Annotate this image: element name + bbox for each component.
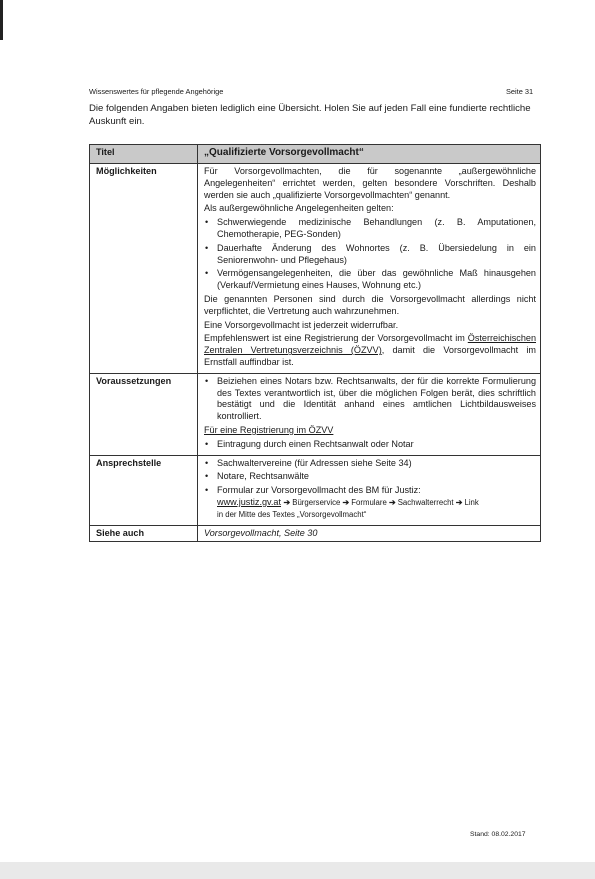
table-row-moeglichkeiten — [90, 164, 541, 374]
page-number: Seite 31 — [506, 87, 534, 96]
scan-bottom-strip — [0, 862, 595, 879]
paragraph: Als außergewöhnliche Angelegenheiten gelten: — [204, 203, 394, 214]
paragraph: Eine Vorsorgevollmacht ist jederzeit widerrufbar. — [204, 319, 399, 330]
bullet-list — [204, 376, 536, 423]
row-label-ansprechstelle: Ansprechstelle — [90, 455, 198, 525]
table-row-voraussetzungen — [90, 373, 541, 455]
row-value-voraussetzungen — [198, 373, 541, 455]
path-end: in der Mitte des Textes „Vorsorgevollmacht“ — [217, 509, 367, 519]
text: , damit die Vorsorgevollmacht im Ernstfall auffindbar ist. — [204, 345, 536, 367]
row-value-ansprechstelle — [198, 455, 541, 525]
row-label-siehe-auch: Siehe auch — [90, 525, 198, 542]
list-item: • Vermögensangelegenheiten, die über das gewöhnliche Maß hinausgehen (Verkauf/Vermietung eines Hauses, Wohnung etc.) — [204, 268, 536, 292]
justiz-link[interactable]: www.justiz.gv.at — [217, 496, 282, 507]
intro-paragraph: Die folgenden Angaben bieten lediglich eine Übersicht. Holen Sie auf jeden Fall eine fundierte rechtliche Auskunft ein. — [89, 103, 531, 127]
scan-edge-mark — [0, 0, 3, 40]
list-item: • Sachwaltervereine (für Adressen siehe Seite 34) — [204, 458, 536, 470]
table-row-siehe-auch — [90, 525, 541, 542]
header-value: „Qualifizierte Vorsorgevollmacht“ — [198, 145, 541, 164]
paragraph — [204, 333, 536, 368]
row-value-moeglichkeiten — [198, 164, 541, 374]
arrow-right-icon: ➔ — [283, 497, 291, 507]
arrow-right-icon: ➔ — [388, 497, 396, 507]
table-header-row — [90, 145, 541, 164]
list-item: • Eintragung durch einen Rechtsanwalt oder Notar — [204, 439, 536, 451]
row-value-siehe-auch: Vorsorgevollmacht, Seite 30 — [198, 525, 541, 542]
bullet-list — [204, 217, 536, 292]
list-item: • Notare, Rechtsanwälte — [204, 471, 536, 483]
info-table — [89, 144, 541, 542]
paragraph: Für Vorsorgevollmachten, die für sogenannte „außergewöhnliche Angelegenheiten“ errichtet werden, gelten besondere Vorschriften. Deshalb werden sie auch „qualifizierte Vorsorgevollmachten“ genannt. — [204, 166, 536, 200]
list-item: • Schwerwiegende medizinische Behandlungen (z. B. Amputationen, Chemotherapie, PEG-Sonden) — [204, 217, 536, 241]
oezvv-link[interactable]: Österreichischen Zentralen Vertretungsverzeichnis (ÖZVV) — [204, 333, 536, 356]
text: Empfehlenswert ist eine Registrierung der Vorsorgevollmacht im — [204, 333, 468, 344]
row-label-moeglichkeiten: Möglichkeiten — [90, 164, 198, 374]
bullet-list — [204, 439, 536, 451]
path-step: Link — [464, 497, 479, 507]
path-step: Formulare — [351, 497, 387, 507]
row-label-voraussetzungen: Voraussetzungen — [90, 373, 198, 455]
arrow-right-icon: ➔ — [342, 497, 350, 507]
subheading: Für eine Registrierung im ÖZVV — [204, 424, 334, 435]
arrow-right-icon: ➔ — [455, 497, 463, 507]
text: Formular zur Vorsorgevollmacht des BM für Justiz: — [217, 485, 421, 496]
running-header-title: Wissenswertes für pflegende Angehörige — [89, 87, 224, 96]
footer-date: Stand: 08.02.2017 — [470, 831, 526, 838]
bullet-list — [204, 458, 536, 521]
table-row-ansprechstelle — [90, 455, 541, 525]
list-item: • Beiziehen eines Notars bzw. Rechtsanwalts, der für die korrekte Formulierung des Textes verantwortlich ist, über die möglichen Folgen berät, dies schriftlich bestätigt und die Identität anhand eines amtlichen Lichtbildausweises kontrolliert. — [204, 376, 536, 423]
paragraph: Die genannten Personen sind durch die Vorsorgevollmacht allerdings nicht verpflichtet, die Vertretung auch wahrzunehmen. — [204, 293, 536, 316]
path-step: Sachwalterrecht — [397, 497, 454, 507]
path-step: Bürgerservice — [292, 497, 341, 507]
header-label: Titel — [90, 145, 198, 164]
list-item — [204, 485, 536, 520]
list-item: • Dauerhafte Änderung des Wohnortes (z. B. Übersiedelung in ein Seniorenwohn- und Pflegehaus) — [204, 243, 536, 267]
